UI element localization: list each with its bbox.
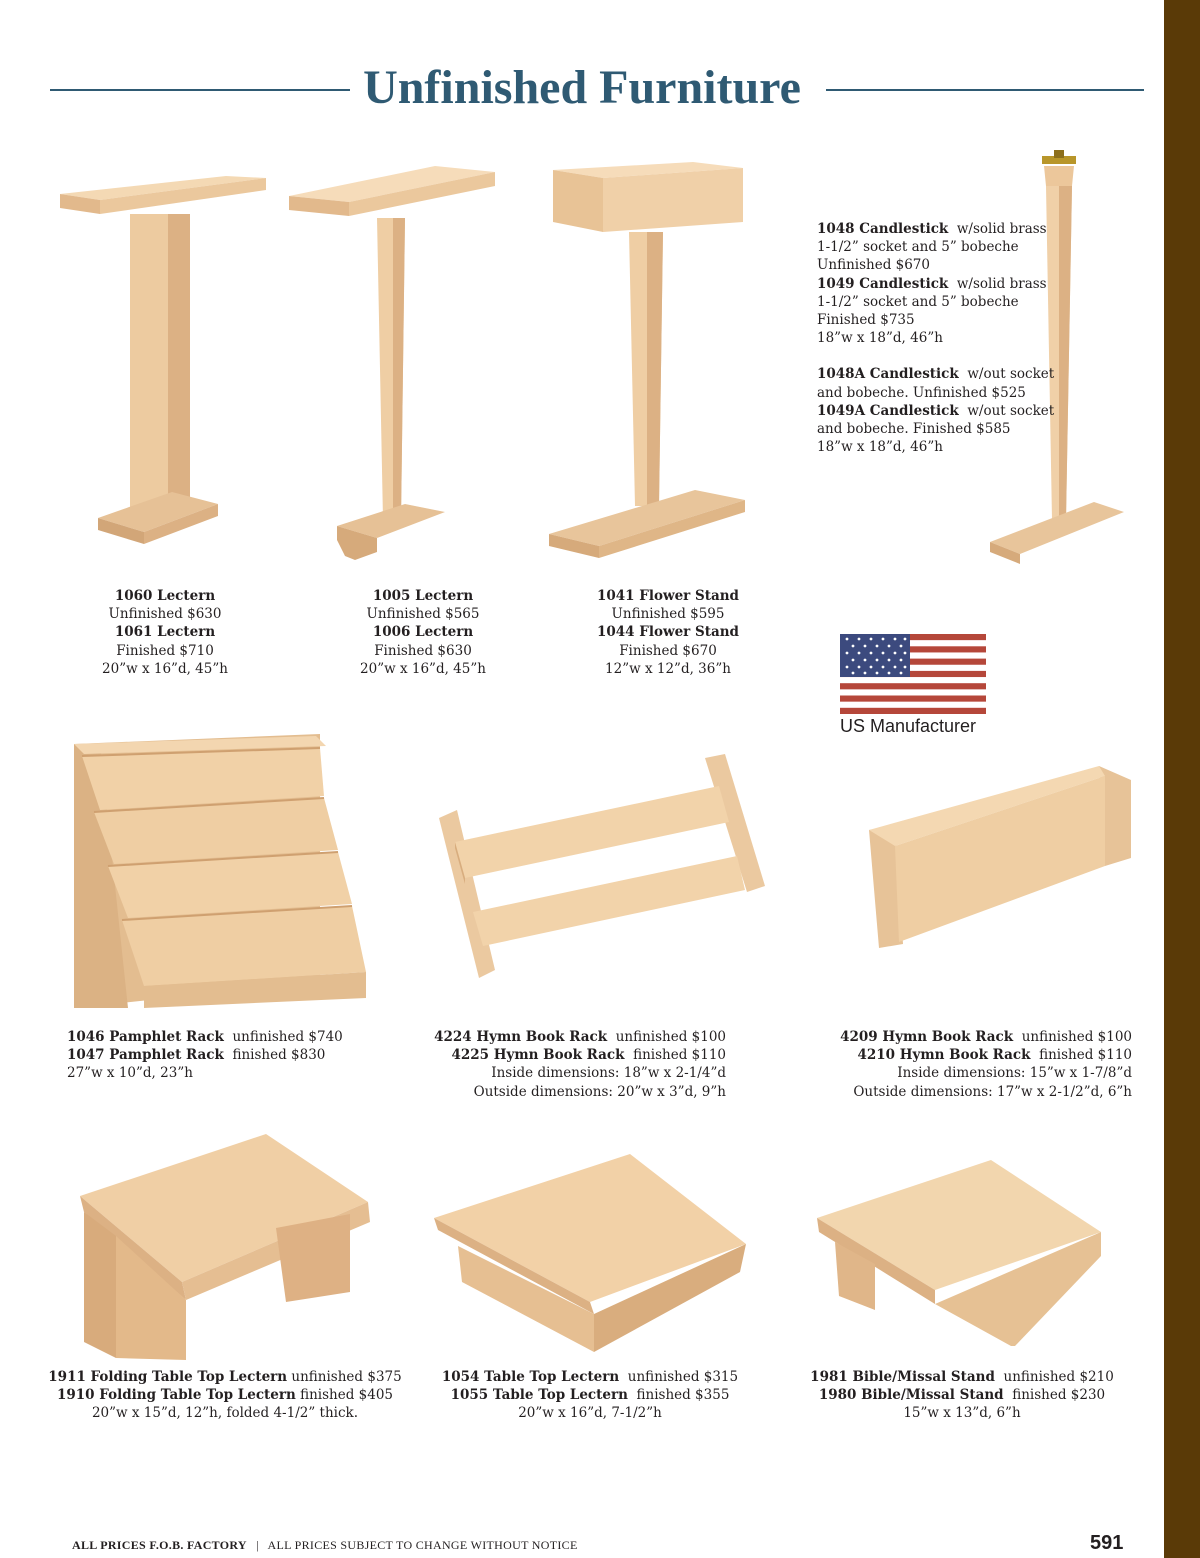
lectern-1005-image [285, 160, 505, 580]
caption-4224: 4224 Hymn Book Rack unfinished $100 4225 Hymn Book Rack finished $110 Inside dimensions: 18”w x 2-1/4”d Outside dimensions: 20”w x 3”d, 9”h [434, 1029, 726, 1100]
us-manufacturer-label: US Manufacturer [840, 716, 977, 736]
caption-1046: 1046 Pamphlet Rack unfinished $740 1047 Pamphlet Rack finished $830 27”w x 10”d, 23”h [67, 1029, 343, 1082]
caption-1981: 1981 Bible/Missal Stand unfinished $210 1980 Bible/Missal Stand finished $230 15”w x 13”d, 6”h [810, 1369, 1114, 1422]
lectern-1060-image [50, 170, 280, 560]
pamphlet-rack-1046-image [70, 732, 370, 1012]
table-lectern-1054-image [430, 1152, 750, 1357]
caption-1060: 1060 Lectern Unfinished $630 1061 Lectern Finished $710 20”w x 16”d, 45”h [102, 588, 228, 677]
us-flag-image [840, 634, 986, 714]
page-title: Unfinished Furniture [0, 60, 1164, 116]
folding-lectern-1911-image [76, 1132, 376, 1362]
page-number: 591 [1090, 1532, 1124, 1554]
hymn-rack-4224-image [435, 752, 765, 982]
caption-1041: 1041 Flower Stand Unfinished $595 1044 Flower Stand Finished $670 12”w x 12”d, 36”h [596, 588, 739, 677]
caption-4209: 4209 Hymn Book Rack unfinished $100 4210 Hymn Book Rack finished $110 Inside dimensions: 15”w x 1-7/8”d Outside dimensions: 17”w x 2-1/2”d, 6”h [840, 1029, 1132, 1100]
footer-notice: ALL PRICES F.O.B. FACTORY | ALL PRICES SUBJECT TO CHANGE WITHOUT NOTICE [72, 1538, 578, 1552]
hymn-rack-4209-image [865, 762, 1135, 952]
caption-1054: 1054 Table Top Lectern unfinished $315 1055 Table Top Lectern finished $355 20”w x 16”d, 7-1/2”h [441, 1369, 739, 1422]
caption-1911: 1911 Folding Table Top Lectern unfinished $375 1910 Folding Table Top Lectern finished $405 20”w x 15”d, 12”h, folded 4-1/2” thick. [48, 1369, 402, 1422]
sidebar-bar [1164, 0, 1200, 1558]
bible-stand-1981-image [815, 1160, 1115, 1350]
caption-1005: 1005 Lectern Unfinished $565 1006 Lectern Finished $630 20”w x 16”d, 45”h [360, 588, 486, 677]
flower-stand-1041-image [545, 160, 755, 565]
caption-candlestick: 1048 Candlestick w/solid brass 1-1/2” socket and 5” bobeche Unfinished $670 1049 Candlestick w/solid brass 1-1/2” socket and 5” bobeche Finished $735 18”w x 18”d, 46”h 1048A Candlestick w/out socket and bobeche. Unfinished $525 1049A Candlestick w/out socket and bobeche. Finished $585 18”w x 18”d, 46”h [817, 221, 1055, 456]
